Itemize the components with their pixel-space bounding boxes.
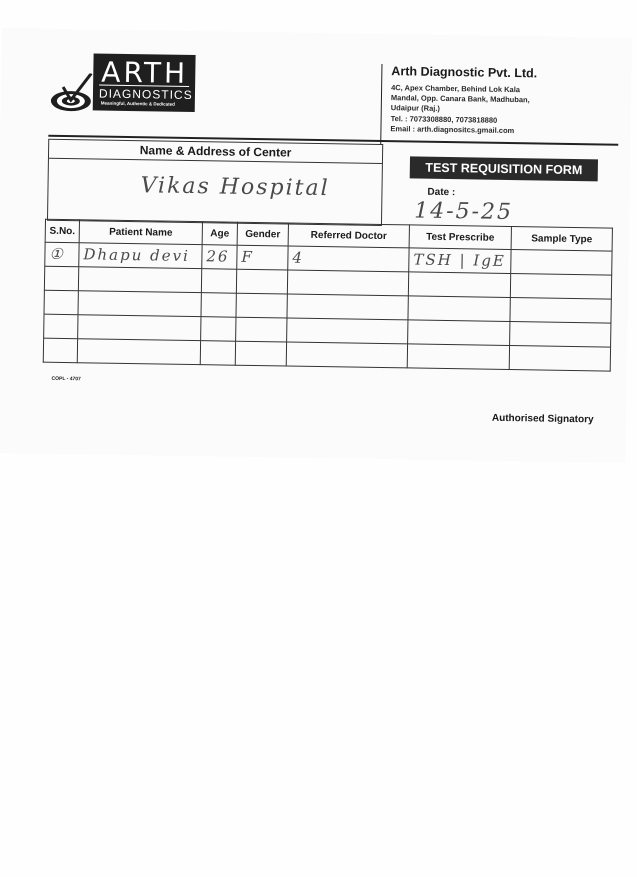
- address-line: Mandal, Opp. Canara Bank, Madhuban,: [390, 93, 530, 105]
- center-heading: Name & Address of Center: [49, 140, 382, 164]
- table-cell: [201, 293, 236, 318]
- table-cell: [44, 290, 78, 315]
- logo-mark: [93, 53, 196, 112]
- table-cell: [287, 294, 408, 320]
- table-cell: [236, 317, 287, 342]
- date-handwritten: 14-5-25: [413, 198, 514, 226]
- table-cell: [407, 344, 509, 370]
- center-section: [47, 139, 383, 226]
- address-line: Udaipur (Raj.): [390, 103, 441, 114]
- table-cell: [287, 270, 408, 296]
- table-cell: [235, 341, 286, 366]
- table-cell: [45, 242, 79, 267]
- header-divider: [380, 64, 382, 144]
- target-check-icon: [49, 73, 94, 118]
- table-cell: [509, 346, 610, 372]
- column-header: Gender: [237, 222, 288, 246]
- table-cell: [510, 274, 611, 300]
- table-cell: [408, 296, 510, 322]
- column-header: Age: [202, 222, 237, 246]
- brand-logo: [49, 53, 200, 125]
- column-header: Patient Name: [79, 220, 202, 245]
- patient-table: [43, 219, 613, 372]
- table-cell: [286, 342, 407, 368]
- table-cell: [237, 245, 288, 270]
- logo-subword: DIAGNOSTICS: [98, 86, 193, 103]
- sample-type: [511, 252, 515, 270]
- column-header: Referred Doctor: [288, 223, 409, 248]
- signature-label: Authorised Signatory: [491, 412, 594, 426]
- serial-number: ①: [49, 244, 66, 264]
- table-cell: [77, 339, 200, 365]
- table-cell: [236, 269, 287, 294]
- table-cell: [43, 338, 77, 363]
- center-name-handwritten: Vikas Hospital: [140, 173, 330, 202]
- column-header: S.No.: [45, 219, 79, 243]
- address-line: 4C, Apex Chamber, Behind Lok Kala: [391, 83, 521, 95]
- table-cell: [408, 272, 510, 298]
- form-code: COPL - 4707: [51, 375, 81, 383]
- table-cell: [201, 269, 236, 294]
- table-cell: [78, 291, 201, 317]
- table-cell: [510, 322, 611, 348]
- test-prescribed: TSH | IgE: [413, 250, 506, 270]
- company-name: Arth Diagnostic Pvt. Ltd.: [391, 64, 538, 81]
- phone-line: Tel. : 7073308880, 7073818880: [390, 113, 498, 125]
- patient-name: Dhapu devi: [83, 245, 191, 265]
- requisition-form: [0, 28, 632, 463]
- patient-age: 26: [206, 247, 230, 266]
- referred-doctor: 4: [292, 248, 305, 267]
- email-line: Email : arth.diagnositcs.gmail.com: [390, 123, 515, 135]
- logo-wordmark: ARTH: [101, 55, 189, 90]
- table-cell: [201, 317, 236, 342]
- patient-gender: F: [241, 247, 254, 266]
- column-header: Test Prescribe: [409, 225, 511, 250]
- company-info: [390, 64, 621, 138]
- table-cell: [511, 250, 612, 276]
- logo-tagline: Meaningful, Authentic & Dedicated: [100, 100, 175, 107]
- table-cell: [236, 293, 287, 318]
- table-cell: [510, 298, 611, 324]
- table-cell: [287, 318, 408, 344]
- table-cell: [202, 245, 237, 270]
- table-cell: [200, 341, 235, 366]
- date-label: Date :: [427, 186, 456, 199]
- table-cell: [78, 315, 201, 341]
- table-cell: [78, 267, 201, 293]
- table-cell: [288, 246, 409, 272]
- table-cell: [408, 320, 510, 346]
- column-header: Sample Type: [511, 227, 612, 252]
- table-cell: [409, 248, 511, 274]
- table-cell: [44, 266, 78, 291]
- table-cell: [44, 314, 78, 339]
- table-cell: [79, 243, 202, 269]
- form-title: TEST REQUISITION FORM: [410, 156, 598, 181]
